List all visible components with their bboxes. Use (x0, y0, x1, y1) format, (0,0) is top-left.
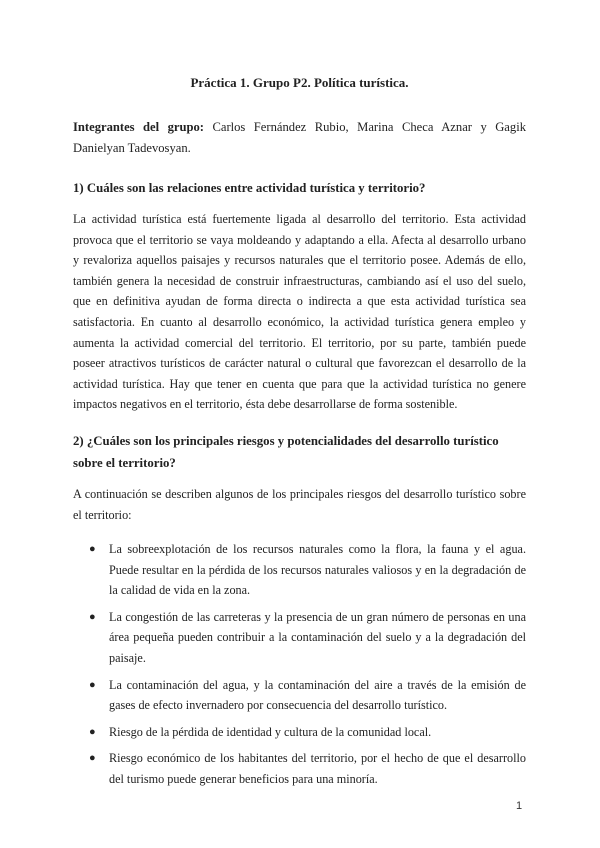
bullet-icon: ● (89, 543, 96, 555)
list-item-text: La contaminación del agua, y la contaminación del aire a través de la emisión de gases de efecto invernadero por consecuencia del desarrollo turístico. (109, 677, 526, 713)
group-members (73, 117, 526, 159)
page-number: 1 (516, 800, 523, 812)
bullet-icon: ● (89, 725, 96, 738)
list-item-text: La sobreexplotación de los recursos naturales como la flora, la fauna y el agua. Puede resultar en la pérdida de los recursos naturales valiosos y en la degradación de la calidad de vida en la zona. (109, 542, 526, 598)
page-title: Práctica 1. Grupo P2. Política turística. (190, 75, 409, 90)
members-names: Carlos Fernández Rubio, Marina Checa Aznar y Gagik Danielyan Tadevosyan. (73, 120, 526, 155)
list-item (73, 748, 526, 789)
list-item (73, 722, 526, 743)
list-item-text: La congestión de las carreteras y la presencia de un gran número de personas en una área pequeña pueden contribuir a la contaminación del suelo y a la degradación del paisaje. (109, 609, 526, 665)
bullet-icon: ● (89, 752, 96, 765)
list-item-text: Riesgo de la pérdida de identidad y cultura de la comunidad local. (109, 724, 432, 739)
list-item (73, 607, 526, 669)
bullet-icon: ● (89, 610, 96, 623)
list-item-text: Riesgo económico de los habitantes del territorio, por el hecho de que el desarrollo del turismo puede generar beneficios para una minoría. (109, 751, 526, 786)
question-2-heading: 2) ¿Cuáles son los principales riesgos y potencialidades del desarrollo turístico sobre el territorio? (73, 434, 499, 470)
list-item (73, 539, 526, 601)
question-1-answer: La actividad turística está fuertemente ligada al desarrollo del territorio. Esta actividad provoca que el territorio se vaya moldeando y adaptando a ella. Afecta al desarrollo urbano y revaloriza aquellos paisajes y recursos naturales que el territorio posee. Además de ello, también genera la necesidad de construir infraestructuras, cambiando así el uso del suelo, que en definitiva ayudan de forma directa o indirecta a que esta actividad turística sea satisfactoria. En cuanto al desarrollo económico, la actividad turística genera empleo y aumenta la actividad comercial del territorio. El territorio, por su parte, también puede poseer atractivos turísticos de carácter natural o cultural que favorezcan el desarrollo de la actividad turística. Hay que tener en cuenta que para que la actividad turística no genere impactos negativos en el territorio, ésta debe desarrollarse de forma sostenible. (73, 212, 526, 412)
risks-list (73, 539, 526, 796)
members-label: Integrantes del grupo: (73, 120, 204, 134)
list-item (73, 675, 526, 716)
bullet-icon: ● (89, 678, 96, 691)
question-1-heading: 1) Cuáles son las relaciones entre actividad turística y territorio? (73, 181, 426, 195)
question-2-intro: A continuación se describen algunos de los principales riesgos del desarrollo turístico sobre el territorio: (73, 487, 526, 522)
